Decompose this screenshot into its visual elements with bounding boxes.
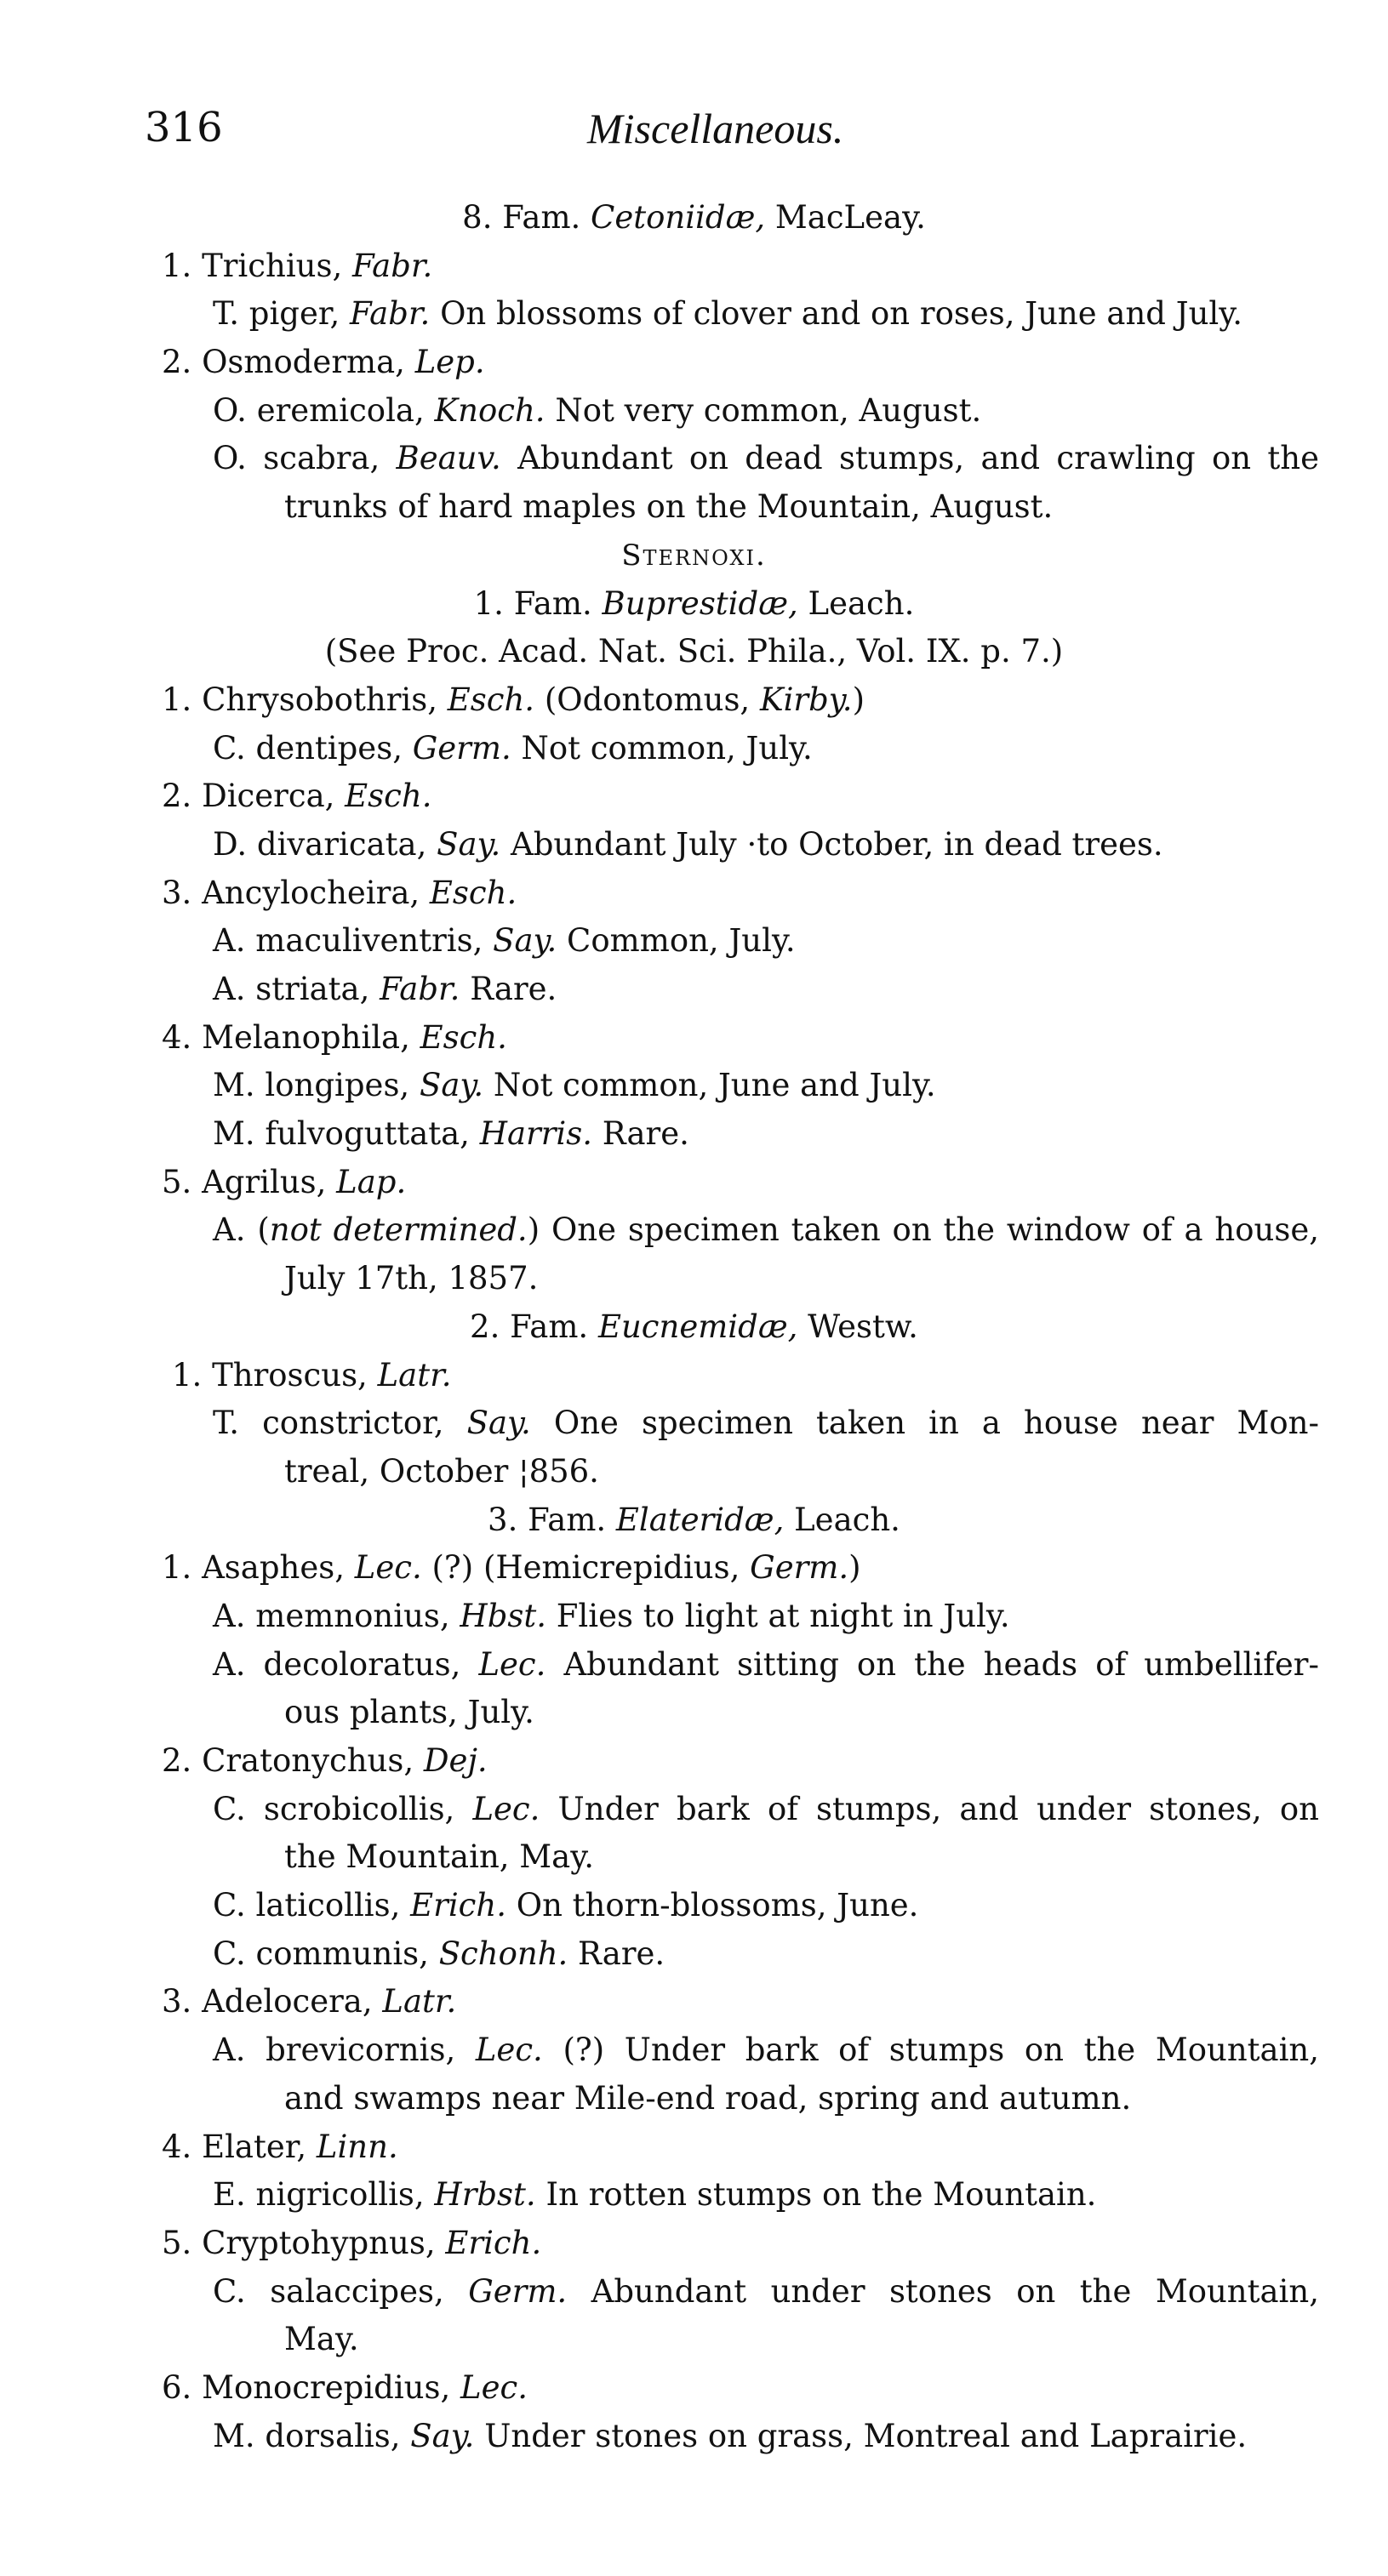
- italic-text: Linn.: [316, 2128, 398, 2165]
- continuation-line: [0, 1448, 1388, 1496]
- text-run: 5. Agrilus,: [162, 1163, 337, 1200]
- family-heading: [0, 628, 1388, 676]
- italic-text: Esch.: [345, 778, 432, 815]
- text-run: C. laticollis,: [213, 1887, 411, 1924]
- line-text: [162, 2225, 541, 2261]
- italic-text: Say.: [437, 825, 501, 863]
- species-entry: [0, 1882, 1388, 1930]
- genus-entry: [0, 339, 1388, 387]
- text-run: C. dentipes,: [213, 729, 413, 767]
- text-run: 1. Trichius,: [162, 247, 352, 284]
- italic-text: Kirby.: [759, 681, 853, 718]
- italic-text: Latr.: [382, 1983, 457, 2020]
- text-run: C. salaccipes,: [213, 2272, 469, 2310]
- species-entry: [0, 725, 1388, 773]
- italic-text: Hrbst.: [434, 2176, 536, 2214]
- line-text: [162, 2369, 528, 2406]
- text-run: Common, July.: [557, 922, 796, 960]
- text-run: D. divaricata,: [213, 825, 437, 863]
- italic-text: Eucnemidæ,: [597, 1308, 798, 1345]
- italic-text: Esch.: [420, 1018, 507, 1056]
- family-heading: [0, 1496, 1388, 1545]
- text-run: Not very common, August.: [545, 391, 982, 429]
- family-heading: [0, 580, 1388, 629]
- italic-text: Esch.: [429, 874, 517, 911]
- line-text: [284, 1453, 599, 1490]
- line-text: [284, 488, 1053, 525]
- line-text: [162, 681, 865, 718]
- text-run: Under bark of stumps, and under stones, on: [540, 1790, 1319, 1827]
- line-text: [488, 1502, 900, 1538]
- line-text: [213, 1935, 665, 1972]
- italic-text: Beauv.: [396, 440, 501, 477]
- family-heading: [0, 1303, 1388, 1352]
- text-run: 2. Cratonychus,: [162, 1742, 424, 1779]
- species-entry: [0, 2268, 1388, 2317]
- text-run: (?) Under bark of stumps on the Mountain,: [542, 2032, 1320, 2069]
- genus-entry: [0, 1352, 1388, 1400]
- text-run: C. scrobicollis,: [213, 1790, 473, 1827]
- italic-text: not determined.: [269, 1211, 528, 1249]
- italic-text: Lec.: [460, 2368, 528, 2406]
- species-entry: [0, 966, 1388, 1014]
- genus-entry: [0, 772, 1388, 821]
- document-body: [0, 194, 1388, 2460]
- text-run: C. communis,: [213, 1935, 439, 1972]
- continuation-line: [0, 483, 1388, 532]
- text-run: Flies to light at night in July.: [546, 1597, 1010, 1634]
- text-run: ): [852, 681, 865, 718]
- text-run: Sternoxi.: [621, 538, 767, 573]
- genus-entry: [0, 1544, 1388, 1593]
- species-entry: [0, 1930, 1388, 1979]
- italic-text: Lec.: [354, 1549, 422, 1587]
- page-header: [145, 104, 1319, 158]
- genus-entry: [0, 242, 1388, 291]
- genus-entry: [0, 1737, 1388, 1786]
- text-run: 6. Monocrepidius,: [162, 2368, 461, 2406]
- line-text: [284, 1838, 594, 1875]
- species-entry: [0, 2026, 1388, 2075]
- running-head: Miscellaneous.: [587, 105, 844, 152]
- species-entry: [0, 1593, 1388, 1641]
- text-run: July 17th, 1857.: [284, 1260, 539, 1297]
- line-text: [162, 2129, 398, 2165]
- genus-entry: [0, 869, 1388, 918]
- line-text: [213, 730, 813, 767]
- italic-text: Erich.: [410, 1887, 506, 1924]
- line-text: [213, 435, 1319, 483]
- line-text: [284, 2080, 1131, 2117]
- text-run: 2. Osmoderma,: [162, 344, 415, 381]
- text-run: 2. Fam.: [470, 1308, 598, 1345]
- text-run: T. piger,: [213, 295, 351, 333]
- genus-entry: [0, 2364, 1388, 2413]
- line-text: [462, 199, 926, 236]
- text-run: 5. Cryptohypnus,: [162, 2224, 446, 2261]
- line-text: [325, 633, 1064, 670]
- line-text: [474, 585, 915, 622]
- section-heading: [0, 532, 1388, 580]
- italic-text: Esch.: [447, 681, 535, 718]
- text-run: 1. Fam.: [473, 584, 603, 622]
- continuation-line: [0, 1255, 1388, 1303]
- species-entry: [0, 917, 1388, 966]
- text-run: Abundant on dead stumps, and crawling on the: [500, 440, 1319, 477]
- genus-entry: [0, 1978, 1388, 2026]
- text-run: M. dorsalis,: [213, 2417, 411, 2454]
- species-entry: [0, 1399, 1388, 1448]
- text-run: (?) (Hemicrepidius,: [421, 1549, 751, 1587]
- line-text: [213, 392, 981, 429]
- line-text: [213, 1067, 936, 1103]
- line-text: [162, 875, 517, 911]
- line-text: [162, 248, 432, 284]
- line-text: [162, 344, 485, 380]
- text-run: 8. Fam.: [462, 199, 591, 236]
- text-run: 3. Fam.: [488, 1501, 616, 1538]
- text-run: 1. Throscus,: [172, 1356, 378, 1393]
- italic-text: Dej.: [423, 1742, 488, 1779]
- text-run: One specimen taken in a house near Mon-: [530, 1405, 1319, 1442]
- line-text: [162, 1549, 861, 1586]
- line-text: [162, 1983, 456, 2020]
- text-run: treal, October ¦856.: [284, 1452, 599, 1490]
- continuation-line: [0, 1833, 1388, 1882]
- species-entry: [0, 1110, 1388, 1159]
- line-text: [213, 2026, 1319, 2075]
- text-run: 3. Adelocera,: [162, 1983, 383, 2020]
- text-run: Abundant July ·to October, in dead trees.: [500, 825, 1163, 863]
- line-text: [213, 1399, 1319, 1448]
- text-run: ous plants, July.: [284, 1694, 534, 1731]
- line-text: [470, 1308, 918, 1345]
- text-run: 1. Asaphes,: [162, 1549, 355, 1587]
- text-run: A. (: [213, 1211, 270, 1249]
- line-text: [213, 971, 557, 1007]
- italic-text: Cetoniidæ,: [591, 199, 766, 236]
- species-entry: [0, 387, 1388, 436]
- species-entry: [0, 435, 1388, 483]
- page-number: 316: [145, 104, 223, 151]
- text-run: M. fulvoguttata,: [213, 1115, 480, 1153]
- text-run: In rotten stumps on the Mountain.: [535, 2176, 1097, 2214]
- species-entry: [0, 1641, 1388, 1690]
- line-text: [284, 1260, 538, 1297]
- italic-text: Lep.: [414, 344, 485, 381]
- italic-text: Say.: [410, 2417, 475, 2454]
- text-run: On blossoms of clover and on roses, June and July.: [430, 295, 1242, 333]
- text-run: 1. Chrysobothris,: [162, 681, 448, 718]
- text-run: Abundant under stones on the Mountain,: [567, 2272, 1319, 2310]
- italic-text: Harris.: [479, 1115, 593, 1153]
- line-text: [284, 1694, 534, 1730]
- species-entry: [0, 290, 1388, 339]
- line-text: [213, 2176, 1096, 2213]
- italic-text: Schonh.: [438, 1935, 568, 1972]
- text-run: M. longipes,: [213, 1067, 420, 1104]
- text-run: A. maculiventris,: [213, 922, 494, 960]
- text-run: ) One specimen taken on the window of a house,: [527, 1211, 1319, 1249]
- italic-text: Fabr.: [380, 971, 460, 1007]
- text-run: A. decoloratus,: [213, 1645, 479, 1683]
- genus-entry: [0, 1159, 1388, 1207]
- family-heading: [0, 194, 1388, 242]
- species-entry: [0, 2171, 1388, 2220]
- continuation-line: [0, 2316, 1388, 2364]
- text-run: May.: [284, 2321, 359, 2358]
- line-text: [213, 295, 1242, 332]
- continuation-line: [0, 1689, 1388, 1737]
- text-run: A. striata,: [213, 971, 380, 1007]
- line-text: [172, 1357, 451, 1393]
- species-entry: [0, 1062, 1388, 1110]
- text-run: Not common, June and July.: [483, 1067, 936, 1104]
- italic-text: Germ.: [412, 729, 511, 767]
- italic-text: Lec.: [475, 2032, 543, 2069]
- italic-text: Lec.: [472, 1790, 540, 1827]
- line-text: [162, 778, 431, 814]
- line-text: [213, 826, 1163, 863]
- text-run: Under stones on grass, Montreal and Laprairie.: [474, 2417, 1248, 2454]
- text-run: Abundant sitting on the heads of umbellifer-: [545, 1645, 1319, 1683]
- text-run: Rare.: [568, 1935, 665, 1972]
- text-run: E. nigricollis,: [213, 2176, 435, 2214]
- line-text: [162, 1742, 488, 1779]
- continuation-line: [0, 2075, 1388, 2123]
- text-run: and swamps near Mile-end road, spring and autumn.: [284, 2079, 1132, 2117]
- line-text: [213, 1641, 1319, 1690]
- genus-entry: [0, 676, 1388, 725]
- text-run: MacLeay.: [765, 199, 926, 236]
- text-run: 3. Ancylocheira,: [162, 874, 430, 911]
- line-text: [213, 1887, 918, 1923]
- text-run: trunks of hard maples on the Mountain, August.: [284, 488, 1054, 526]
- text-run: ): [848, 1549, 861, 1587]
- italic-text: Elateridæ,: [615, 1501, 785, 1538]
- text-run: 4. Melanophila,: [162, 1018, 420, 1056]
- line-text: [213, 1115, 689, 1152]
- italic-text: Germ.: [468, 2272, 568, 2310]
- text-run: Leach.: [784, 1501, 900, 1538]
- line-text: [213, 2418, 1247, 2454]
- text-run: T. constrictor,: [213, 1405, 467, 1442]
- genus-entry: [0, 2123, 1388, 2172]
- italic-text: Germ.: [750, 1549, 849, 1587]
- text-run: Leach.: [797, 584, 915, 622]
- species-entry: [0, 821, 1388, 869]
- line-text: [213, 1786, 1319, 1834]
- text-run: Rare.: [592, 1115, 689, 1153]
- text-run: 2. Dicerca,: [162, 778, 346, 815]
- genus-entry: [0, 2220, 1388, 2268]
- line-text: [213, 2268, 1319, 2317]
- italic-text: Buprestidæ,: [602, 584, 798, 622]
- text-run: O. eremicola,: [213, 391, 435, 429]
- text-run: Westw.: [797, 1308, 918, 1345]
- species-entry: [0, 2413, 1388, 2461]
- line-text: [621, 539, 767, 573]
- genus-entry: [0, 1014, 1388, 1063]
- text-run: the Mountain, May.: [284, 1838, 594, 1876]
- species-entry: [0, 1786, 1388, 1834]
- text-run: 4. Elater,: [162, 2128, 317, 2165]
- italic-text: Lap.: [336, 1163, 407, 1200]
- line-text: [162, 1164, 406, 1200]
- italic-text: Erich.: [445, 2224, 542, 2261]
- text-run: On thorn-blossoms, June.: [506, 1887, 919, 1924]
- italic-text: Lec.: [478, 1645, 546, 1683]
- italic-text: Knoch.: [434, 391, 545, 429]
- line-text: [162, 1019, 507, 1056]
- italic-text: Fabr.: [352, 247, 433, 284]
- italic-text: Hbst.: [460, 1597, 546, 1634]
- italic-text: Latr.: [377, 1356, 452, 1393]
- text-run: A. brevicornis,: [213, 2032, 476, 2069]
- italic-text: Say.: [466, 1405, 531, 1442]
- line-text: [284, 2321, 359, 2357]
- line-text: [213, 922, 796, 959]
- text-run: (See Proc. Acad. Nat. Sci. Phila., Vol. IX. p. 7.): [324, 633, 1064, 670]
- species-entry: [0, 1206, 1388, 1255]
- text-run: Rare.: [460, 971, 557, 1007]
- italic-text: Say.: [493, 922, 557, 960]
- text-run: (Odontomus,: [534, 681, 760, 718]
- line-text: [213, 1598, 1010, 1634]
- line-text: [213, 1206, 1319, 1255]
- text-run: A. memnonius,: [213, 1597, 460, 1634]
- text-run: O. scabra,: [213, 440, 397, 477]
- text-run: Not common, July.: [511, 729, 813, 767]
- italic-text: Fabr.: [350, 295, 431, 333]
- italic-text: Say.: [419, 1067, 484, 1104]
